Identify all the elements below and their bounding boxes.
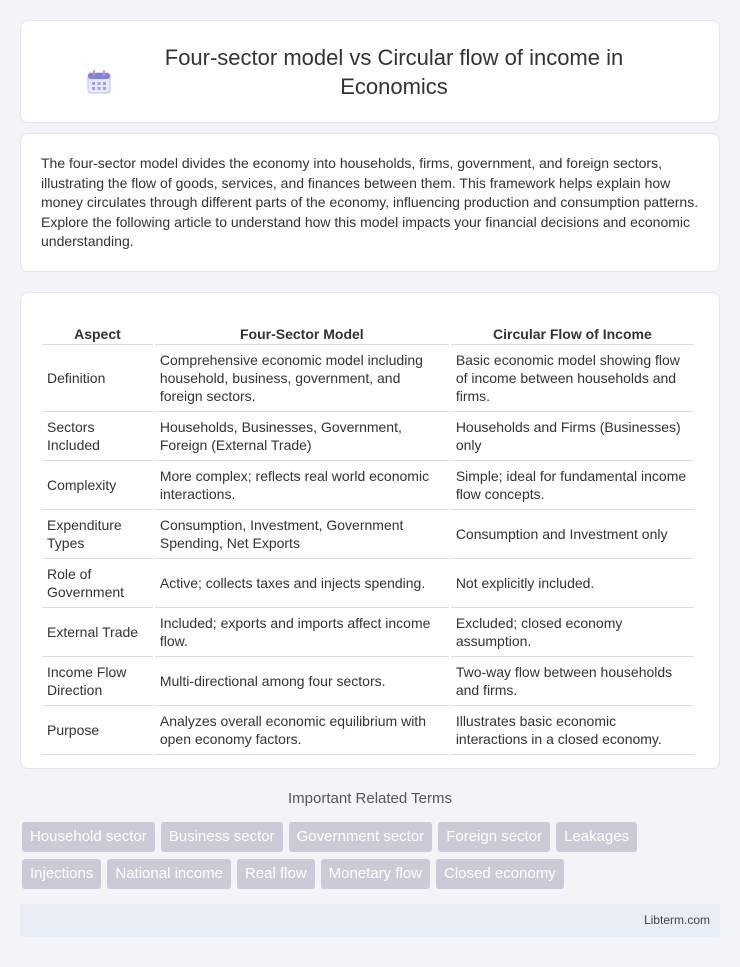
tag-injections[interactable]: Injections: [22, 859, 101, 889]
table-row: [42, 559, 694, 608]
row-four-sector: Included; exports and imports affect income flow.: [155, 608, 449, 657]
intro-paragraph: The four-sector model divides the economy into households, firms, government, and foreign sectors, illustrating the flow of goods, services, and finances between them. This framework helps explain how money circulates through different parts of the economy, influencing production and consumption patterns. Explore the following article to understand how this model impacts your financial decisions and economic understanding.: [41, 155, 699, 250]
table-row: [42, 510, 694, 559]
related-terms-tags: [22, 822, 722, 896]
tag-row: [22, 859, 722, 889]
row-circular-flow: Two-way flow between households and firms.: [451, 657, 694, 706]
page-title: Four-sector model vs Circular flow of income in Economics: [164, 44, 624, 99]
row-circular-flow: Households and Firms (Businesses) only: [451, 412, 694, 461]
tag-national-income[interactable]: National income: [107, 859, 231, 889]
table-row: [42, 461, 694, 510]
footer: [20, 904, 720, 937]
row-aspect: Purpose: [42, 706, 153, 755]
tag-business-sector[interactable]: Business sector: [161, 822, 283, 852]
calendar-icon: [86, 69, 112, 95]
tag-household-sector[interactable]: Household sector: [22, 822, 155, 852]
tag-monetary-flow[interactable]: Monetary flow: [321, 859, 430, 889]
tag-real-flow[interactable]: Real flow: [237, 859, 315, 889]
row-aspect: Income Flow Direction: [42, 657, 153, 706]
tag-closed-economy[interactable]: Closed economy: [436, 859, 564, 889]
title-wrap: [60, 43, 680, 101]
table-row: [42, 608, 694, 657]
row-circular-flow: Simple; ideal for fundamental income flow concepts.: [451, 461, 694, 510]
table-row: [42, 706, 694, 755]
row-circular-flow: Basic economic model showing flow of income between households and firms.: [451, 345, 694, 412]
row-circular-flow: Excluded; closed economy assumption.: [451, 608, 694, 657]
header-four-sector-model: Four-Sector Model: [155, 313, 449, 345]
row-aspect: Definition: [42, 345, 153, 412]
related-terms-heading: Important Related Terms: [288, 790, 452, 807]
table-row: [42, 657, 694, 706]
row-aspect: Sectors Included: [42, 412, 153, 461]
row-aspect: Role of Government: [42, 559, 153, 608]
tag-row: [22, 822, 722, 852]
footer-site-link[interactable]: Libterm.com: [643, 913, 710, 927]
row-four-sector: Consumption, Investment, Government Spending, Net Exports: [155, 510, 449, 559]
tag-leakages[interactable]: Leakages: [556, 822, 637, 852]
row-four-sector: Households, Businesses, Government, Foreign (External Trade): [155, 412, 449, 461]
intro-card: [20, 133, 720, 272]
header-circular-flow: Circular Flow of Income: [451, 313, 694, 345]
row-aspect: Complexity: [42, 461, 153, 510]
comparison-table: [40, 313, 696, 755]
row-four-sector: Multi-directional among four sectors.: [155, 657, 449, 706]
table-header-row: [42, 313, 694, 345]
row-four-sector: More complex; reflects real world economic interactions.: [155, 461, 449, 510]
comparison-table-card: [20, 292, 720, 769]
table-row: [42, 412, 694, 461]
row-circular-flow: Not explicitly included.: [451, 559, 694, 608]
row-circular-flow: Illustrates basic economic interactions in a closed economy.: [451, 706, 694, 755]
header-aspect: Aspect: [42, 313, 153, 345]
row-aspect: Expenditure Types: [42, 510, 153, 559]
row-four-sector: Comprehensive economic model including household, business, government, and foreign sectors.: [155, 345, 449, 412]
row-circular-flow: Consumption and Investment only: [451, 510, 694, 559]
title-card: [20, 20, 720, 123]
tag-foreign-sector[interactable]: Foreign sector: [438, 822, 550, 852]
table-row: [42, 345, 694, 412]
row-four-sector: Analyzes overall economic equilibrium with open economy factors.: [155, 706, 449, 755]
row-aspect: External Trade: [42, 608, 153, 657]
tag-government-sector[interactable]: Government sector: [289, 822, 433, 852]
row-four-sector: Active; collects taxes and injects spending.: [155, 559, 449, 608]
